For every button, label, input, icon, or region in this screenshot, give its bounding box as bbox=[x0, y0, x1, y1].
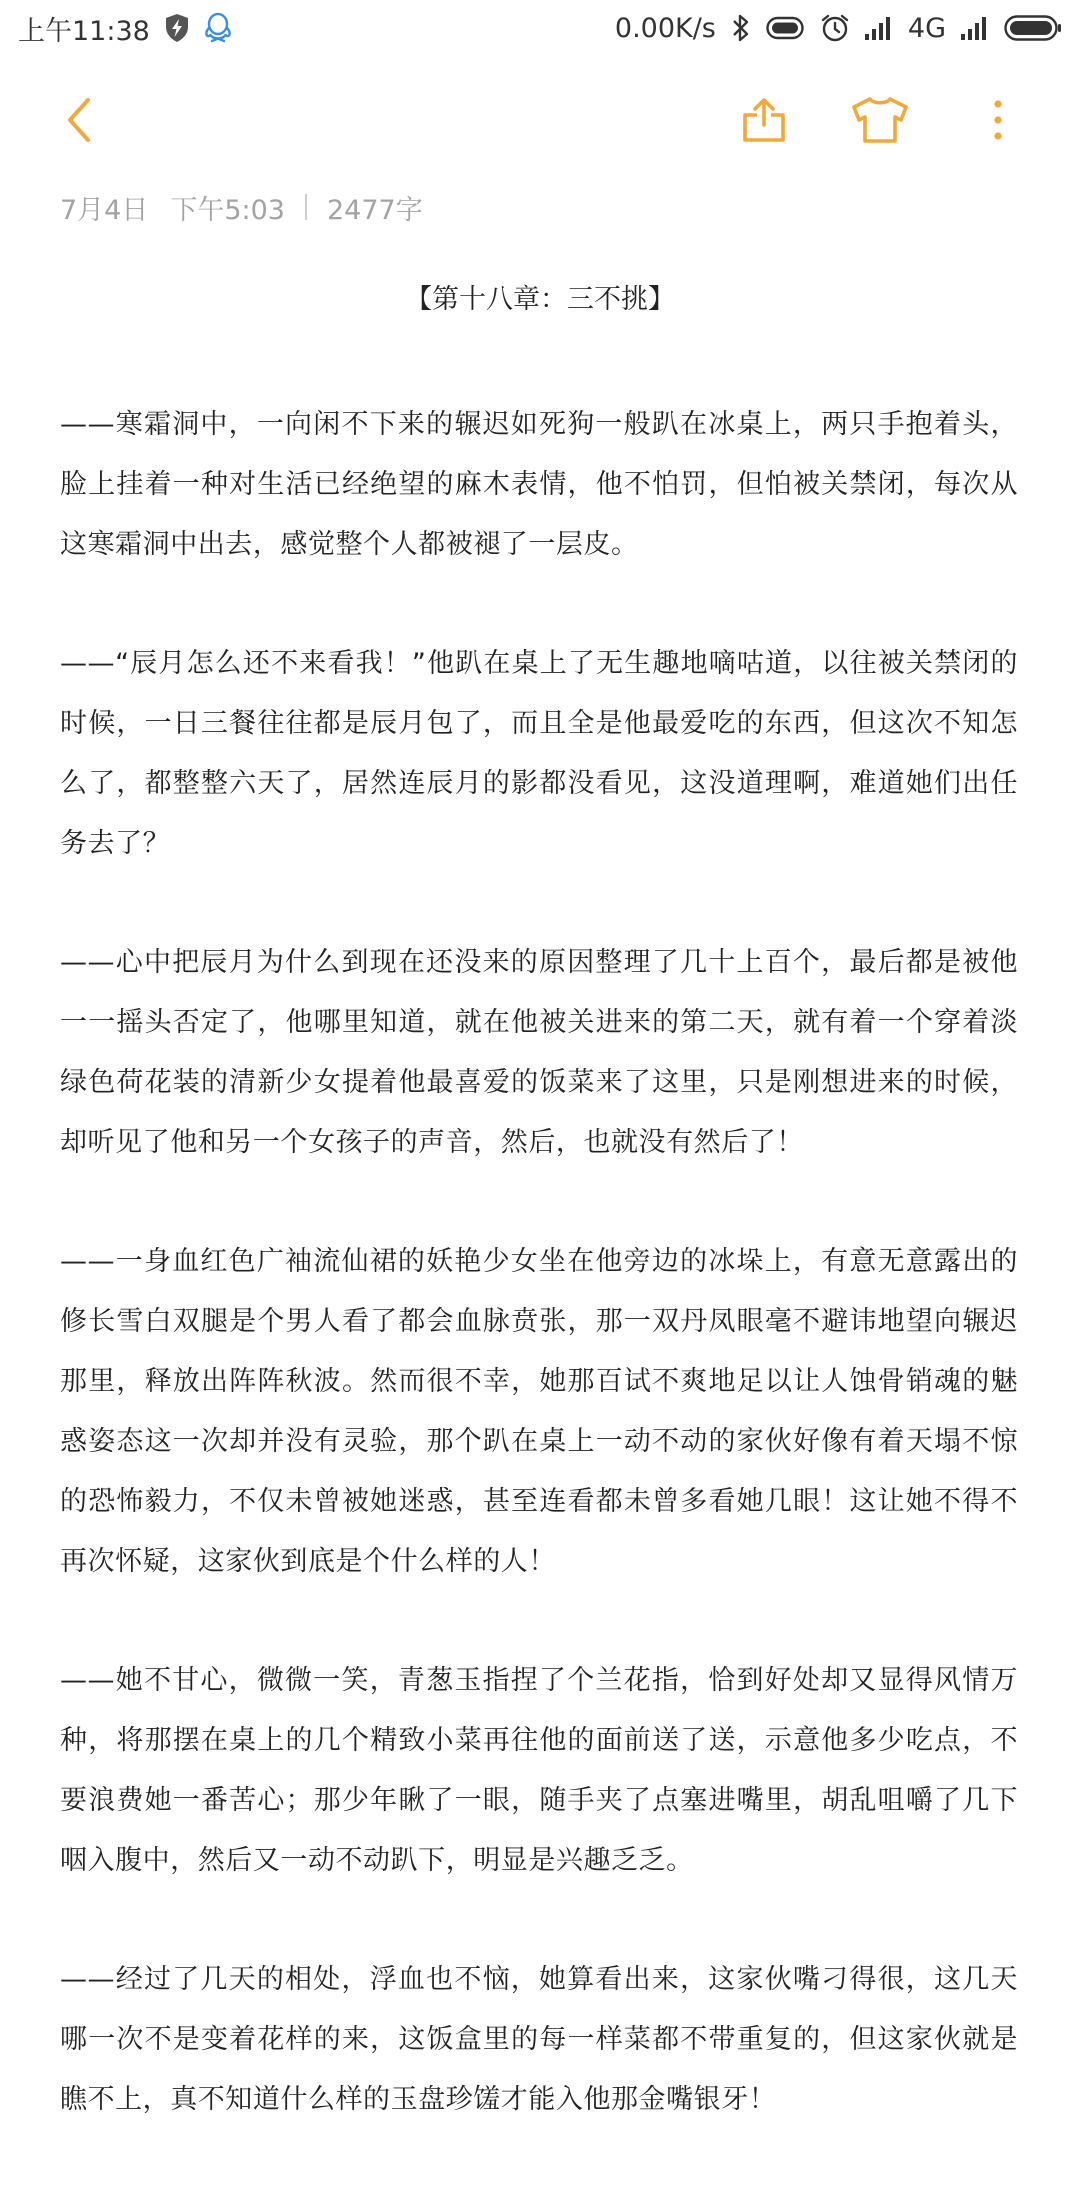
alarm-icon bbox=[820, 13, 850, 43]
network-type: 4G bbox=[907, 12, 946, 44]
back-button[interactable] bbox=[40, 80, 120, 160]
meta-divider bbox=[305, 194, 307, 220]
back-chevron-icon bbox=[60, 96, 100, 144]
status-time: 上午11:38 bbox=[18, 15, 150, 47]
more-vertical-icon bbox=[990, 96, 1006, 144]
note-paragraph[interactable]: ——一身血红色广袖流仙裙的妖艳少女坐在他旁边的冰垛上，有意无意露出的修长雪白双腿是个男人看了都会血脉贲张，那一双丹凤眼毫不避讳地望向辗迟那里，释放出阵阵秋波。然而很不幸，她那百试不爽地足以让人蚀骨销魂的魅惑姿态这一次却并没有灵验，那个趴在桌上一动不动的家伙好像有着天塌不惊的恐怖毅力，不仅未曾被她迷惑，甚至连看都未曾多看她几眼！这让她不得不再次怀疑，这家伙到底是个什么样的人！ bbox=[60, 1246, 1018, 1577]
battery-icon bbox=[1004, 14, 1062, 42]
note-paragraph[interactable]: ——她不甘心，微微一笑，青葱玉指捏了个兰花指，恰到好处却又显得风情万种，将那摆在桌上的几个精致小菜再往他的面前送了送，示意他多少吃点，不要浪费她一番苦心；那少年瞅了一眼，随手夹了点塞进嘴里，胡乱咀嚼了几下咽入腹中，然后又一动不动趴下，明显是兴趣乏乏。 bbox=[60, 1665, 1018, 1876]
share-button[interactable] bbox=[724, 80, 804, 160]
note-toolbar bbox=[0, 80, 1080, 160]
signal-icon bbox=[864, 15, 894, 41]
word-count: 2477字 bbox=[327, 194, 423, 226]
shield-lightning-icon bbox=[164, 13, 190, 43]
bluetooth-icon bbox=[730, 13, 752, 43]
note-paragraph[interactable]: ——寒霜洞中，一向闲不下来的辗迟如死狗一般趴在冰桌上，两只手抱着头，脸上挂着一种对生活已经绝望的麻木表情，他不怕罚，但怕被关禁闭，每次从这寒霜洞中出去，感觉整个人都被褪了一层皮。 bbox=[60, 409, 1018, 560]
status-bar bbox=[0, 0, 1080, 56]
note-title[interactable]: 【第十八章：三不挑】 bbox=[405, 284, 675, 315]
theme-button[interactable] bbox=[840, 80, 920, 160]
note-meta bbox=[60, 185, 423, 229]
signal-icon bbox=[960, 15, 990, 41]
more-options-button[interactable] bbox=[958, 80, 1038, 160]
tshirt-theme-icon bbox=[850, 95, 910, 145]
battery-saver-icon bbox=[766, 15, 806, 41]
note-time: 下午5:03 bbox=[170, 194, 285, 226]
share-icon bbox=[739, 95, 789, 145]
status-bar-left bbox=[18, 9, 232, 48]
note-paragraph[interactable]: ——经过了几天的相处，浮血也不恼，她算看出来，这家伙嘴刁得很，这几天哪一次不是变着花样的来，这饭盒里的每一样菜都不带重复的，但这家伙就是瞧不上，真不知道什么样的玉盘珍馐才能入他那金嘴银牙！ bbox=[60, 1964, 1018, 2115]
network-speed: 0.00K/s bbox=[614, 12, 716, 44]
note-paragraph[interactable]: ——“辰月怎么还不来看我！”他趴在桌上了无生趣地嘀咕道，以往被关禁闭的时候，一日三餐往往都是辰月包了，而且全是他最爱吃的东西，但这次不知怎么了，都整整六天了，居然连辰月的影都没看见，这没道理啊，难道她们出任务去了？ bbox=[60, 648, 1018, 859]
note-date: 7月4日 bbox=[60, 194, 149, 226]
status-bar-right bbox=[615, 13, 1062, 44]
qq-penguin-icon bbox=[204, 12, 232, 44]
note-paragraph[interactable]: ——心中把辰月为什么到现在还没来的原因整理了几十上百个，最后都是被他一一摇头否定了，他哪里知道，就在他被关进来的第二天，就有着一个穿着淡绿色荷花装的清新少女提着他最喜爱的饭菜来了这里，只是刚想进来的时候，却听见了他和另一个女孩子的声音，然后，也就没有然后了！ bbox=[60, 947, 1018, 1158]
